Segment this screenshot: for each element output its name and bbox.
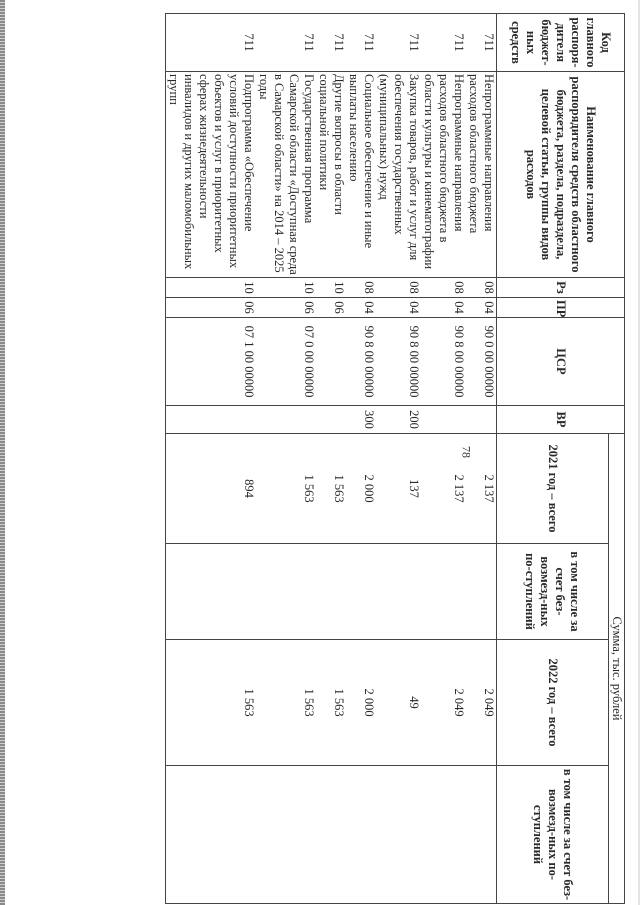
cell-csr: 07 1 00 00000 [166, 318, 257, 406]
cell-csr: 07 0 00 00000 [256, 318, 316, 406]
cell-2022-free [166, 766, 257, 904]
scan-edge-left [0, 0, 5, 905]
cell-code: 711 [316, 14, 346, 72]
cell-name: Другие вопросы в области социальной политики [316, 72, 346, 278]
header-rz: Рз [497, 278, 625, 298]
cell-code: 711 [421, 14, 466, 72]
cell-rz: 10 [256, 278, 316, 298]
cell-2021-total: 2 137 [466, 434, 497, 544]
cell-code: 711 [376, 14, 421, 72]
cell-code: 711 [166, 14, 257, 72]
cell-2022-free [346, 766, 376, 904]
cell-2021-free [166, 544, 257, 640]
cell-2021-total: 137 [376, 434, 421, 544]
cell-name: Непрограммные направления расходов областного бюджета [466, 72, 497, 278]
cell-rz: 08 [376, 278, 421, 298]
cell-name: Закупка товаров, работ и услуг для обеспечения государственных (муниципальных) нужд [376, 72, 421, 278]
cell-pr: 06 [316, 298, 346, 318]
cell-2021-free [256, 544, 316, 640]
cell-2021-free [376, 544, 421, 640]
cell-csr: 90 8 00 00000 [421, 318, 466, 406]
cell-vr [466, 406, 497, 434]
cell-pr: 04 [376, 298, 421, 318]
table-row [166, 14, 257, 904]
budget-table [165, 13, 625, 904]
cell-name: Подпрограмма «Обеспечение условий доступности приоритетных объектов и услуг в приоритетных сферах жизнедеятельности инвалидов и других маломобильных групп [166, 72, 257, 278]
cell-2022-free [421, 766, 466, 904]
header-2022-free: в том числе за счет без-возмезд-ных по-ступлений [497, 766, 609, 904]
cell-vr: 200 [376, 406, 421, 434]
cell-code: 711 [256, 14, 316, 72]
page-number: 78 [459, 446, 474, 458]
cell-2021-total: 894 [166, 434, 257, 544]
cell-2022-total: 2 000 [346, 640, 376, 766]
cell-pr: 06 [166, 298, 257, 318]
header-code: Код главного распоря-дителя бюджет-ных средств [497, 14, 625, 72]
cell-rz: 08 [421, 278, 466, 298]
header-2021-free: в том числе за счет без-возмезд-ных по-ступлений [497, 544, 609, 640]
header-vr: ВР [497, 406, 625, 434]
cell-2021-free [466, 544, 497, 640]
cell-rz: 10 [316, 278, 346, 298]
cell-rz: 08 [346, 278, 376, 298]
header-pr: ПР [497, 298, 625, 318]
cell-rz: 08 [466, 278, 497, 298]
cell-vr [256, 406, 316, 434]
table-row [466, 14, 497, 904]
cell-2021-total: 1 563 [256, 434, 316, 544]
cell-2022-total: 2 049 [421, 640, 466, 766]
cell-name: Государственная программа Самарской области «Доступная среда в Самарской области» на 2014 – 2025 годы [256, 72, 316, 278]
cell-csr [316, 318, 346, 406]
cell-vr [316, 406, 346, 434]
cell-2022-free [316, 766, 346, 904]
cell-name: Социальное обеспечение и иные выплаты населению [346, 72, 376, 278]
cell-code: 711 [466, 14, 497, 72]
header-name: Наименование главного распорядителя средств областного бюджета, раздела, подраздела, целевой статьи, группы видов расходов [497, 72, 625, 278]
cell-pr: 06 [256, 298, 316, 318]
cell-2022-total: 1 563 [166, 640, 257, 766]
cell-2022-free [376, 766, 421, 904]
cell-csr: 90 8 00 00000 [346, 318, 376, 406]
header-2021-total: 2021 год – всего [497, 434, 609, 544]
cell-vr [421, 406, 466, 434]
cell-2021-free [421, 544, 466, 640]
table-row [316, 14, 346, 904]
header-csr: ЦСР [497, 318, 625, 406]
table-row [256, 14, 316, 904]
cell-pr: 04 [346, 298, 376, 318]
cell-2022-total: 2 049 [466, 640, 497, 766]
table-row [346, 14, 376, 904]
cell-2022-free [256, 766, 316, 904]
cell-pr: 04 [466, 298, 497, 318]
table-row [376, 14, 421, 904]
cell-2021-free [346, 544, 376, 640]
cell-2022-total: 49 [376, 640, 421, 766]
cell-2022-free [466, 766, 497, 904]
cell-vr: 300 [346, 406, 376, 434]
cell-rz: 10 [166, 278, 257, 298]
table-row [421, 14, 466, 904]
cell-pr: 04 [421, 298, 466, 318]
cell-code: 711 [346, 14, 376, 72]
cell-2021-total: 1 563 [316, 434, 346, 544]
cell-csr: 90 0 00 00000 [466, 318, 497, 406]
cell-vr [166, 406, 257, 434]
cell-csr: 90 8 00 00000 [376, 318, 421, 406]
cell-name: Непрограммные направления расходов областного бюджета в области культуры и кинематографии [421, 72, 466, 278]
rotated-page [85, 13, 625, 903]
header-sum-group: Сумма, тыс. рублей [609, 434, 625, 904]
header-2022-total: 2022 год – всего [497, 640, 609, 766]
cell-2021-total: 2 000 [346, 434, 376, 544]
cell-2022-total: 1 563 [316, 640, 346, 766]
cell-2021-total: 2 137 [421, 434, 466, 544]
cell-2022-total: 1 563 [256, 640, 316, 766]
cell-2021-free [316, 544, 346, 640]
